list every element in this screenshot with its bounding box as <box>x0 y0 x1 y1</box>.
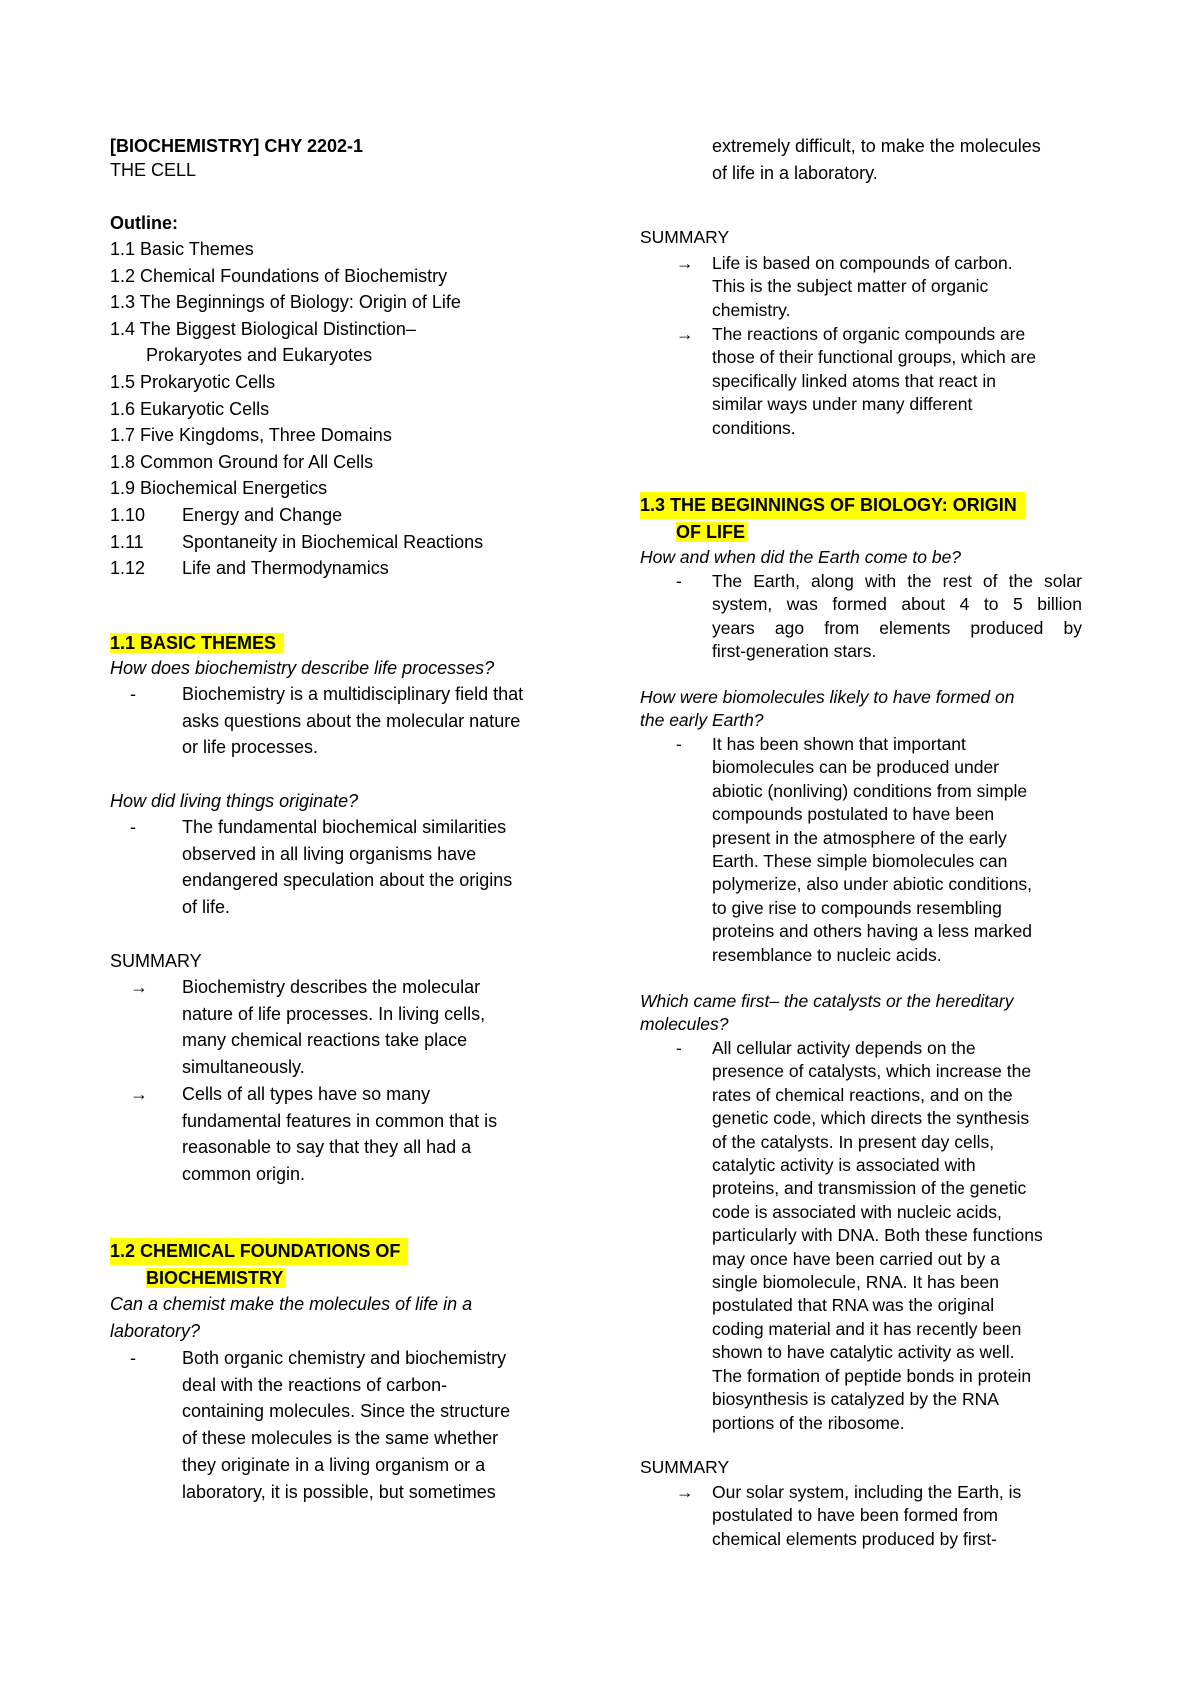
bullet-text <box>712 1481 1092 1551</box>
outline-item-label: Five Kingdoms, Three Domains <box>140 425 392 446</box>
outline-item <box>110 529 483 556</box>
outline-item-number: 1.4 <box>110 318 136 339</box>
bullet-line: may once have been carried out by a <box>712 1248 1000 1269</box>
bullet-line: The formation of peptide bonds in protein <box>712 1365 1032 1386</box>
outline-item-label: Chemical Foundations of Biochemistry <box>140 265 448 286</box>
outline-item-label: The Biggest Biological Distinction– <box>139 318 416 339</box>
outline-item <box>110 555 389 582</box>
outline-item-number: 1.10 <box>110 505 146 525</box>
section-1-3-summary-label: SUMMARY <box>640 1457 730 1477</box>
bullet-line: catalytic activity is associated with <box>712 1155 976 1176</box>
bullet-line: endangered speculation about the origins <box>182 870 513 891</box>
bullet-line: abiotic (nonliving) conditions from simple <box>712 780 1028 801</box>
outline-item-label: Life and Thermodynamics <box>182 558 389 579</box>
outline-item-number: 1.8 <box>110 451 136 472</box>
outline-label: Outline: <box>110 213 178 233</box>
section-1-1-heading: 1.1 BASIC THEMES <box>110 630 284 657</box>
bullet-line: postulated that RNA was the original <box>712 1295 995 1316</box>
outline-item <box>110 502 342 529</box>
text-line: the early Earth? <box>640 710 764 731</box>
bullet-line: observed in all living organisms have <box>182 843 477 864</box>
outline-item <box>110 236 254 263</box>
bullet-line: to give rise to compounds resembling <box>712 897 1002 918</box>
bullet-line: single biomolecule, RNA. It has been <box>712 1272 999 1293</box>
bullet-text <box>712 1037 1092 1435</box>
outline-item-number: 1.2 <box>110 265 136 286</box>
outline-item <box>110 263 447 290</box>
bullet-line: shown to have catalytic activity as well. <box>712 1342 1015 1363</box>
bullet-line: portions of the ribosome. <box>712 1412 905 1433</box>
bullet-line: genetic code, which directs the synthesis <box>712 1108 1030 1129</box>
section-1-1-question-2: How did living things originate? <box>110 791 359 811</box>
document-title: [BIOCHEMISTRY] CHY 2202-1 <box>110 136 364 156</box>
outline-item <box>110 475 327 502</box>
bullet-line: compounds postulated to have been <box>712 804 995 825</box>
text-line: Which came first– the catalysts or the hereditary <box>640 991 1014 1011</box>
bullet-line: fundamental features in common that is <box>182 1110 498 1131</box>
outline-item-label: Biochemical Energetics <box>140 478 328 499</box>
outline-item-number: 1.7 <box>110 425 136 446</box>
bullet-line: rates of chemical reactions, and on the <box>712 1084 1013 1105</box>
bullet-line: All cellular activity depends on the <box>712 1038 976 1058</box>
dash-bullet-icon: - <box>130 1348 136 1368</box>
arrow-bullet-icon: → <box>676 1482 694 1502</box>
section-1-3-question-2 <box>640 686 1014 733</box>
section-1-1-summary-label: SUMMARY <box>110 951 202 971</box>
section-1-2-heading: 1.2 CHEMICAL FOUNDATIONS OF BIOCHEMISTRY <box>110 1238 408 1292</box>
bullet-line: proteins, and transmission of the genetic <box>712 1178 1027 1199</box>
dash-bullet-icon: - <box>130 684 136 704</box>
bullet-line: of life. <box>182 897 231 918</box>
outline-item-number: 1.9 <box>110 478 136 499</box>
section-1-3-question-1: How and when did the Earth come to be? <box>640 547 962 567</box>
outline-item-label: The Beginnings of Biology: Origin of Life <box>139 292 461 313</box>
bullet-line: This is the subject matter of organic <box>712 276 989 297</box>
outline-item <box>110 369 275 396</box>
text-line: of life in a laboratory. <box>712 162 878 183</box>
outline-item-number: 1.11 <box>110 531 144 552</box>
text-line: laboratory? <box>110 1320 201 1341</box>
section-1-3-heading: 1.3 THE BEGINNINGS OF BIOLOGY: ORIGIN OF LIFE <box>640 492 1025 546</box>
section-1-2-question-1 <box>110 1291 472 1344</box>
bullet-text <box>712 570 1082 664</box>
outline-item <box>110 289 461 316</box>
bullet-line: coding material and it has recently been <box>712 1318 1022 1339</box>
text-line: molecules? <box>640 1014 729 1035</box>
bullet-line: The reactions of organic compounds are <box>712 324 1026 344</box>
outline-item-label: Prokaryotic Cells <box>140 372 276 392</box>
dash-bullet-icon: - <box>130 817 136 837</box>
bullet-line: reasonable to say that they all had a <box>182 1137 472 1158</box>
bullet-text <box>712 323 1092 440</box>
bullet-line: nature of life processes. In living cells, <box>182 1003 486 1024</box>
bullet-line: years ago from elements produced by <box>712 617 1082 638</box>
bullet-line: Both organic chemistry and biochemistry <box>182 1348 507 1368</box>
bullet-line: presence of catalysts, which increase the <box>712 1061 1032 1082</box>
bullet-line: Biochemistry describes the molecular <box>182 977 481 997</box>
bullet-line: Biochemistry is a multidisciplinary field that <box>182 684 524 704</box>
outline-item-number: 1.12 <box>110 558 146 579</box>
outline-item <box>110 422 392 449</box>
arrow-bullet-icon: → <box>130 1084 148 1104</box>
bullet-line: present in the atmosphere of the early <box>712 827 1007 848</box>
bullet-line: postulated to have been formed from <box>712 1505 999 1526</box>
outline-item-number: 1.1 <box>110 239 136 259</box>
arrow-bullet-icon: → <box>676 253 694 273</box>
bullet-text <box>182 814 562 921</box>
outline-item-continuation: Prokaryotes and Eukaryotes <box>146 345 373 366</box>
bullet-line: common origin. <box>182 1164 306 1185</box>
bullet-line: biosynthesis is catalyzed by the RNA <box>712 1389 999 1410</box>
bullet-line: chemistry. <box>712 299 791 320</box>
bullet-text <box>182 1345 562 1505</box>
outline-item-label: Spontaneity in Biochemical Reactions <box>182 531 484 552</box>
bullet-line: similar ways under many different <box>712 394 973 415</box>
bullet-line: The Earth, along with the rest of the solar <box>712 571 1082 591</box>
outline-item <box>110 316 416 343</box>
bullet-line: resemblance to nucleic acids. <box>712 944 942 965</box>
outline-item-number: 1.6 <box>110 398 136 419</box>
bullet-line: simultaneously. <box>182 1057 305 1078</box>
bullet-line: Cells of all types have so many <box>182 1084 431 1104</box>
bullet-line: specifically linked atoms that react in <box>712 370 997 391</box>
text-line: extremely difficult, to make the molecules <box>712 136 1041 156</box>
outline-item <box>110 449 373 476</box>
bullet-line: deal with the reactions of carbon- <box>182 1374 448 1395</box>
bullet-line: It has been shown that important <box>712 734 966 754</box>
bullet-text <box>182 974 562 1081</box>
bullet-line: those of their functional groups, which are <box>712 347 1036 368</box>
bullet-line: The fundamental biochemical similarities <box>182 817 507 837</box>
outline-item <box>110 396 269 423</box>
bullet-line: they originate in a living organism or a <box>182 1454 486 1475</box>
dash-bullet-icon: - <box>676 1038 682 1058</box>
outline-item-number: 1.3 <box>110 292 136 313</box>
bullet-line: conditions. <box>712 417 796 438</box>
section-1-2-continued-text <box>712 133 1041 186</box>
section-1-2-summary-label: SUMMARY <box>640 227 730 247</box>
text-line: How were biomolecules likely to have formed on <box>640 687 1015 707</box>
dash-bullet-icon: - <box>676 571 682 591</box>
bullet-text <box>712 733 1092 967</box>
section-1-1-question-1: How does biochemistry describe life processes? <box>110 658 495 678</box>
bullet-line: laboratory, it is possible, but sometimes <box>182 1481 496 1502</box>
outline-item-label: Basic Themes <box>140 239 254 259</box>
bullet-text <box>712 252 1092 322</box>
bullet-line: polymerize, also under abiotic conditions, <box>712 874 1033 895</box>
bullet-line: Life is based on compounds of carbon. <box>712 253 1013 273</box>
bullet-line: or life processes. <box>182 737 319 758</box>
bullet-line: code is associated with nucleic acids, <box>712 1201 1002 1222</box>
bullet-line: proteins and others having a less marked <box>712 921 1033 942</box>
bullet-line: Our solar system, including the Earth, is <box>712 1482 1022 1502</box>
arrow-bullet-icon: → <box>676 324 694 344</box>
text-line: Can a chemist make the molecules of life in a <box>110 1294 473 1314</box>
bullet-line: particularly with DNA. Both these functions <box>712 1225 1043 1246</box>
document-subtitle: THE CELL <box>110 160 197 180</box>
outline-item-label: Common Ground for All Cells <box>140 451 374 472</box>
bullet-text <box>182 681 562 761</box>
bullet-text <box>182 1081 562 1188</box>
bullet-line: chemical elements produced by first- <box>712 1528 997 1549</box>
dash-bullet-icon: - <box>676 734 682 754</box>
bullet-line: asks questions about the molecular nature <box>182 710 521 731</box>
bullet-line: biomolecules can be produced under <box>712 757 999 778</box>
outline-item-number: 1.5 <box>110 372 136 392</box>
bullet-line: first-generation stars. <box>712 641 877 662</box>
bullet-line: of these molecules is the same whether <box>182 1428 499 1449</box>
arrow-bullet-icon: → <box>130 977 148 997</box>
bullet-line: system, was formed about 4 to 5 billion <box>712 594 1082 615</box>
bullet-line: many chemical reactions take place <box>182 1030 468 1051</box>
bullet-line: Earth. These simple biomolecules can <box>712 851 1008 872</box>
outline-item-label: Eukaryotic Cells <box>140 398 270 419</box>
outline-item-label: Energy and Change <box>182 505 343 525</box>
section-1-3-question-3 <box>640 990 1013 1037</box>
bullet-line: containing molecules. Since the structure <box>182 1401 511 1422</box>
bullet-line: of the catalysts. In present day cells, <box>712 1131 995 1152</box>
